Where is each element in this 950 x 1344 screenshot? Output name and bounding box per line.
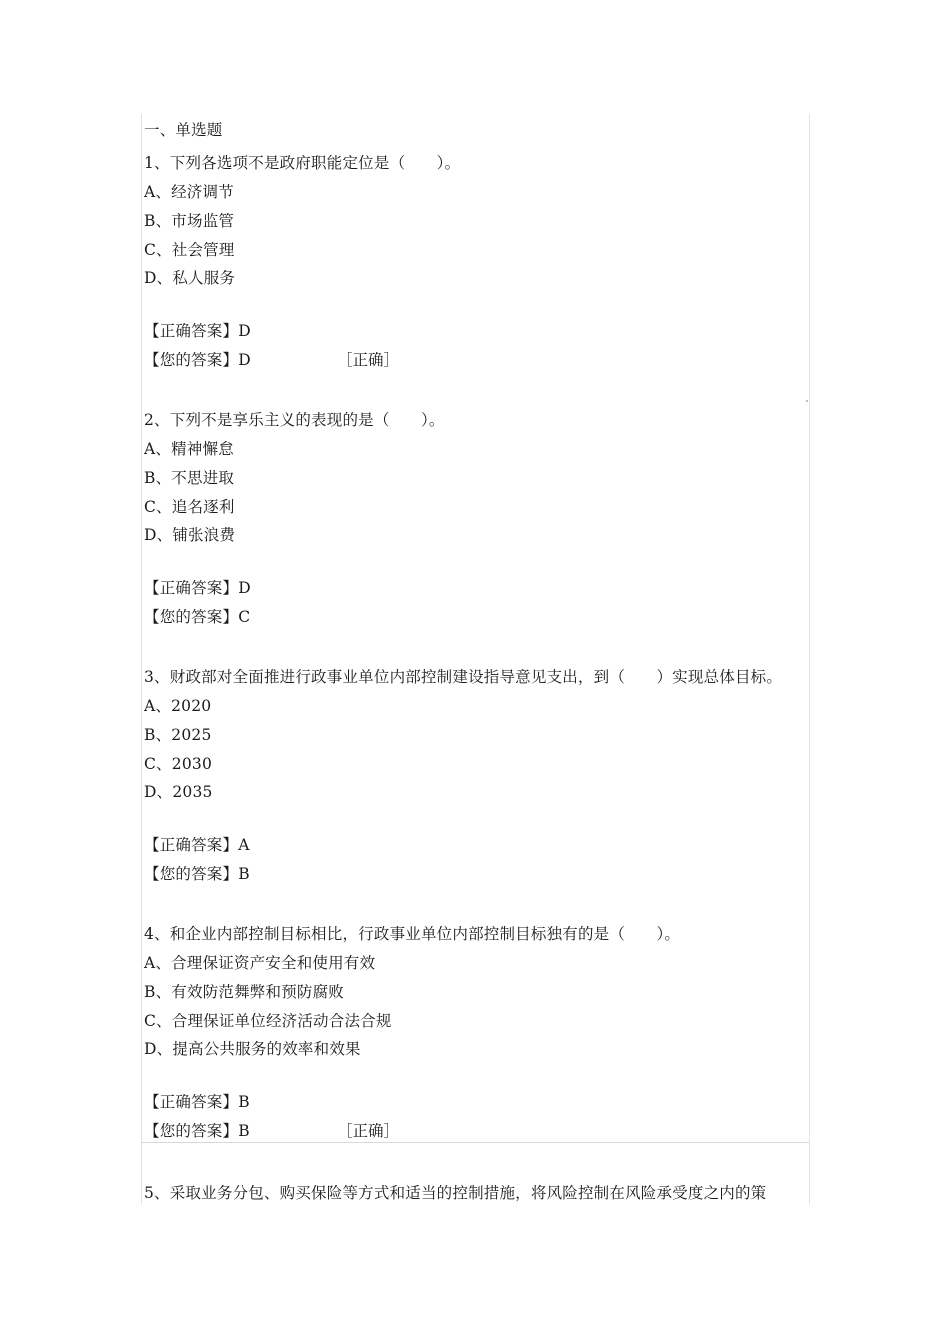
question-stem: 1、下列各选项不是政府职能定位是（ ）。 (144, 154, 461, 172)
question-separator (141, 1142, 809, 1143)
option-a[interactable]: A、合理保证资产安全和使用有效 (144, 954, 376, 972)
your-answer: 【您的答案】D (144, 351, 251, 369)
option-a[interactable]: A、精神懈怠 (144, 440, 234, 458)
separator-marker (806, 400, 808, 402)
option-d[interactable]: D、2035 (144, 783, 213, 801)
section-title: 一、单选题 (144, 121, 223, 139)
question-stem: 2、下列不是享乐主义的表现的是（ ）。 (144, 411, 445, 429)
option-c[interactable]: C、2030 (144, 755, 213, 773)
option-c[interactable]: C、合理保证单位经济活动合法合规 (144, 1012, 392, 1030)
your-answer: 【您的答案】B (144, 1122, 250, 1140)
your-answer: 【您的答案】B (144, 865, 250, 883)
option-a[interactable]: A、经济调节 (144, 183, 234, 201)
option-b[interactable]: B、有效防范舞弊和预防腐败 (144, 983, 344, 1001)
option-c[interactable]: C、社会管理 (144, 241, 235, 259)
option-d[interactable]: D、私人服务 (144, 269, 236, 287)
question-stem: 5、采取业务分包、购买保险等方式和适当的控制措施，将风险控制在风险承受度之内的策 (144, 1184, 767, 1202)
question-stem: 4、和企业内部控制目标相比，行政事业单位内部控制目标独有的是（ ）。 (144, 925, 681, 943)
result-badge: ［正确］ (337, 351, 400, 369)
option-a[interactable]: A、2020 (144, 697, 212, 715)
option-d[interactable]: D、提高公共服务的效率和效果 (144, 1040, 361, 1058)
option-b[interactable]: B、2025 (144, 726, 212, 744)
correct-answer: 【正确答案】D (144, 322, 251, 340)
result-badge: ［正确］ (337, 1122, 400, 1140)
option-c[interactable]: C、追名逐利 (144, 498, 235, 516)
option-d[interactable]: D、铺张浪费 (144, 526, 236, 544)
question-stem: 3、财政部对全面推进行政事业单位内部控制建设指导意见支出，到（ ）实现总体目标。 (144, 668, 783, 686)
option-b[interactable]: B、不思进取 (144, 469, 235, 487)
correct-answer: 【正确答案】B (144, 1093, 250, 1111)
correct-answer: 【正确答案】D (144, 579, 251, 597)
option-b[interactable]: B、市场监管 (144, 212, 235, 230)
correct-answer: 【正确答案】A (144, 836, 250, 854)
your-answer: 【您的答案】C (144, 608, 251, 626)
